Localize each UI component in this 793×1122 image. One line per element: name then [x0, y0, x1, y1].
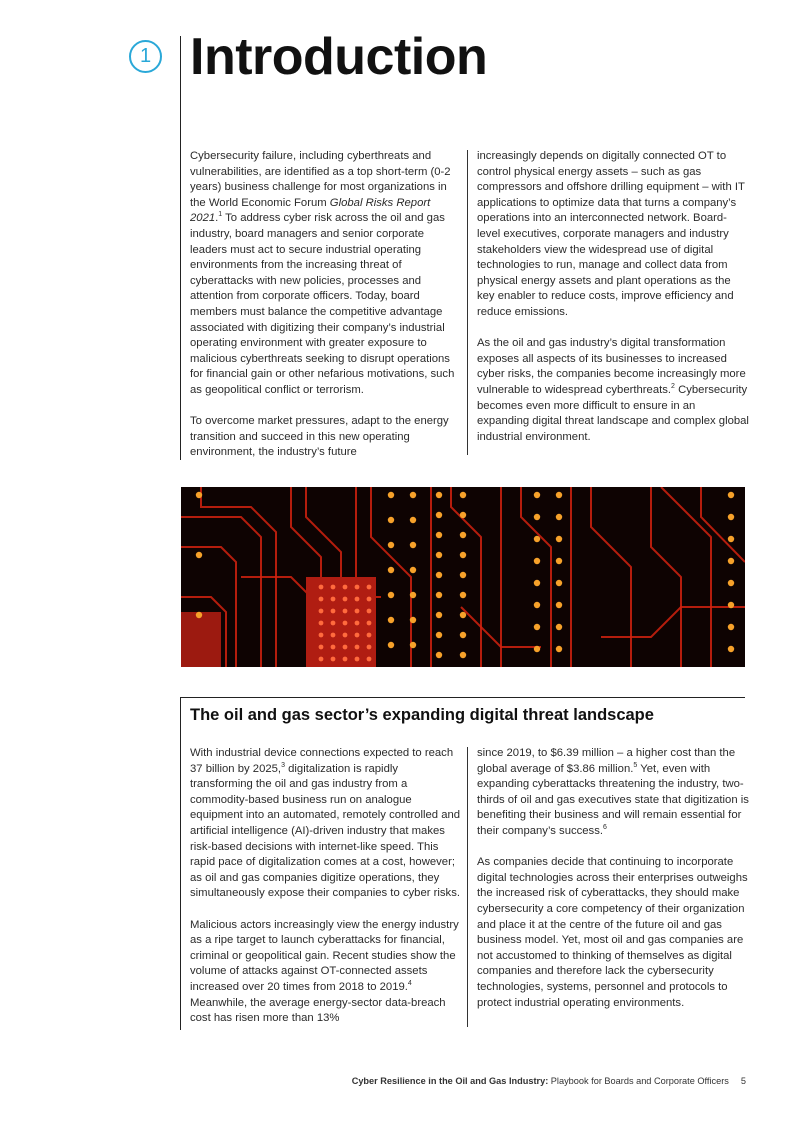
circuit-board-graphic — [181, 487, 745, 667]
circuit-pad — [343, 657, 348, 662]
circuit-solder-dot — [460, 652, 466, 658]
circuit-solder-dot — [436, 492, 442, 498]
section2-column-right — [477, 746, 749, 1011]
circuit-pad — [355, 609, 360, 614]
circuit-solder-dot — [728, 514, 734, 520]
circuit-pad — [367, 657, 372, 662]
circuit-solder-dot — [534, 646, 540, 652]
circuit-solder-dot — [460, 612, 466, 618]
intro-para-4: As the oil and gas industry’s digital transformation exposes all aspects of its businesses to increased cyber risks, the companies become increasingly more vulnerable to widespread cyberthreats.$^2$ Cybersecurity becomes even more difficult to ensure in an expanding digital threat landscape and complex global industrial environment. — [477, 337, 749, 443]
page-title: Introduction — [190, 28, 488, 86]
circuit-solder-dot — [436, 612, 442, 618]
circuit-pad — [355, 633, 360, 638]
section2-para-4: As companies decide that continuing to incorporate digital technologies across their enterprises outweighs the increased risk of cyberattacks, they should make cybersecurity a core competency of their organization and place it at the centre of the future oil and gas business model. Yet, most oil and gas companies are not accustomed to thinking of themselves as digital companies and therefore lack the cybersecurity technologies, systems, personnel and protocols to protect industrial operating environments. — [477, 856, 748, 1009]
circuit-solder-dot — [460, 532, 466, 538]
circuit-solder-dot — [436, 592, 442, 598]
footer-title-rest: Playbook for Boards and Corporate Officers — [548, 1076, 729, 1086]
circuit-pad — [367, 597, 372, 602]
circuit-solder-dot — [556, 492, 562, 498]
circuit-pad — [331, 645, 336, 650]
circuit-pad — [367, 633, 372, 638]
column-divider-2 — [467, 747, 468, 1027]
section2-column-left — [190, 746, 462, 1027]
circuit-pad — [319, 645, 324, 650]
circuit-solder-dot — [388, 642, 394, 648]
circuit-solder-dot — [436, 512, 442, 518]
circuit-pad — [319, 609, 324, 614]
circuit-pad — [343, 621, 348, 626]
circuit-solder-dot — [196, 492, 202, 498]
vertical-rule — [180, 36, 181, 460]
circuit-solder-dot — [556, 514, 562, 520]
circuit-solder-dot — [728, 558, 734, 564]
circuit-solder-dot — [556, 602, 562, 608]
page-footer — [352, 1076, 746, 1086]
circuit-solder-dot — [728, 646, 734, 652]
circuit-pad — [343, 609, 348, 614]
circuit-solder-dot — [388, 542, 394, 548]
circuit-pad — [331, 585, 336, 590]
circuit-pad — [355, 657, 360, 662]
circuit-solder-dot — [410, 592, 416, 598]
page-number: 5 — [740, 1076, 746, 1086]
circuit-trace — [701, 487, 745, 562]
circuit-chip — [181, 612, 221, 667]
circuit-solder-dot — [410, 567, 416, 573]
circuit-pad — [331, 657, 336, 662]
circuit-solder-dot — [728, 536, 734, 542]
circuit-pad — [331, 597, 336, 602]
circuit-solder-dot — [728, 492, 734, 498]
circuit-solder-dot — [728, 602, 734, 608]
circuit-solder-dot — [534, 492, 540, 498]
circuit-chip — [306, 577, 376, 667]
circuit-pad — [319, 585, 324, 590]
circuit-solder-dot — [534, 558, 540, 564]
circuit-pad — [331, 633, 336, 638]
section2-para-3: since 2019, to $6.39 million – a higher cost than the global average of $3.86 million.$^5$ Yet, even with expanding cyberattacks threatening the industry, two-thirds of oil and gas executives state that digitization is benefiting their business and will remain essential for their company’s success.$^6$ — [477, 747, 749, 837]
section2-para-1: With industrial device connections expected to reach 37 billion by 2025,$^3$ digitalization is rapidly transforming the oil and gas industry from a commodity-based business run on analogue equipment into an automated, remotely controlled and artificial intelligence (AI)-driven industry that makes risk-based decisions with internet-like speed. This rapid pace of digitalization comes at a cost, however; as oil and gas companies digitize operations, they simultaneously expose their companies to cyber risks. — [190, 747, 461, 900]
circuit-pad — [319, 633, 324, 638]
circuit-solder-dot — [460, 572, 466, 578]
circuit-solder-dot — [388, 567, 394, 573]
circuit-pad — [343, 633, 348, 638]
circuit-pad — [355, 585, 360, 590]
circuit-trace — [601, 607, 745, 637]
circuit-solder-dot — [460, 592, 466, 598]
circuit-pad — [355, 597, 360, 602]
section-number-badge: 1 — [129, 40, 162, 73]
circuit-solder-dot — [410, 492, 416, 498]
circuit-solder-dot — [556, 536, 562, 542]
circuit-solder-dot — [556, 580, 562, 586]
circuit-solder-dot — [388, 592, 394, 598]
circuit-solder-dot — [388, 517, 394, 523]
circuit-pad — [319, 621, 324, 626]
footer-title-bold: Cyber Resilience in the Oil and Gas Industry: — [351, 1076, 549, 1086]
circuit-pad — [367, 645, 372, 650]
circuit-pad — [319, 597, 324, 602]
circuit-pad — [367, 621, 372, 626]
intro-para-2: To overcome market pressures, adapt to the energy transition and succeed in this new operating environment, the industry’s future — [190, 415, 449, 459]
circuit-pad — [367, 609, 372, 614]
circuit-solder-dot — [728, 580, 734, 586]
circuit-pad — [355, 645, 360, 650]
circuit-pad — [319, 657, 324, 662]
intro-column-left — [190, 149, 462, 461]
circuit-trace — [661, 487, 711, 667]
intro-column-right — [477, 149, 749, 445]
circuit-solder-dot — [534, 514, 540, 520]
circuit-solder-dot — [728, 624, 734, 630]
circuit-solder-dot — [436, 632, 442, 638]
circuit-solder-dot — [436, 652, 442, 658]
circuit-solder-dot — [556, 558, 562, 564]
circuit-solder-dot — [196, 552, 202, 558]
circuit-pad — [355, 621, 360, 626]
circuit-pad — [331, 609, 336, 614]
circuit-solder-dot — [410, 542, 416, 548]
circuit-trace — [651, 487, 681, 667]
circuit-solder-dot — [460, 632, 466, 638]
circuit-solder-dot — [460, 552, 466, 558]
circuit-solder-dot — [534, 536, 540, 542]
column-divider — [467, 150, 468, 455]
circuit-board-image — [181, 487, 745, 667]
circuit-trace — [591, 487, 631, 667]
circuit-solder-dot — [388, 617, 394, 623]
circuit-solder-dot — [410, 617, 416, 623]
section-heading: The oil and gas sector’s expanding digital threat landscape — [181, 697, 745, 728]
circuit-solder-dot — [534, 602, 540, 608]
intro-para-3: increasingly depends on digitally connected OT to control physical energy assets – such as gas compressors and offshore drilling equipment – with IT applications to optimize data that turns a company’s operations into an interconnected network. Board-level executives, corporate managers and industry stakeholders view the widespread use of digital technologies to run, manage and collect data from physical energy assets and plant operations as the key enabler to reduce costs, improve efficiency and reduce emissions. — [477, 150, 745, 318]
circuit-trace — [371, 487, 411, 667]
circuit-solder-dot — [460, 512, 466, 518]
circuit-solder-dot — [534, 580, 540, 586]
circuit-solder-dot — [556, 646, 562, 652]
intro-para-1: Cybersecurity failure, including cyberthreats and vulnerabilities, are identified as a top short-term (0-2 years) business challenge for most organizations in the World Economic Forum Global Risks Report 2021.$^1$ To address cyber risk across the oil and gas industry, board managers and senior corporate leaders must act to secure industrial operating environments from the increasing threat of cyberattacks with new policies, processes and attention from corporate officers. Today, board members must balance the competitive advantage associated with digitizing their company’s industrial operating environment with greater exposure to malicious cyberthreats seeking to disrupt operations for financial gain or other nefarious motivations, such as geopolitical conflict or terrorism. — [190, 150, 455, 396]
circuit-pad — [343, 597, 348, 602]
circuit-solder-dot — [388, 492, 394, 498]
vertical-rule-section2 — [180, 697, 181, 1030]
circuit-solder-dot — [196, 612, 202, 618]
circuit-pad — [343, 645, 348, 650]
circuit-pad — [331, 621, 336, 626]
circuit-solder-dot — [410, 642, 416, 648]
circuit-solder-dot — [534, 624, 540, 630]
circuit-solder-dot — [460, 492, 466, 498]
circuit-solder-dot — [436, 572, 442, 578]
circuit-solder-dot — [410, 517, 416, 523]
circuit-pad — [343, 585, 348, 590]
circuit-solder-dot — [436, 532, 442, 538]
circuit-pad — [367, 585, 372, 590]
circuit-solder-dot — [556, 624, 562, 630]
section2-para-2: Malicious actors increasingly view the energy industry as a ripe target to launch cyberattacks for financial, criminal or geopolitical gain. Recent studies show the volume of attacks against OT-connected assets increased over 20 times from 2018 to 2019.$^4$ Meanwhile, the average energy-sector data-breach cost has risen more than 13% — [190, 918, 459, 1025]
circuit-solder-dot — [436, 552, 442, 558]
